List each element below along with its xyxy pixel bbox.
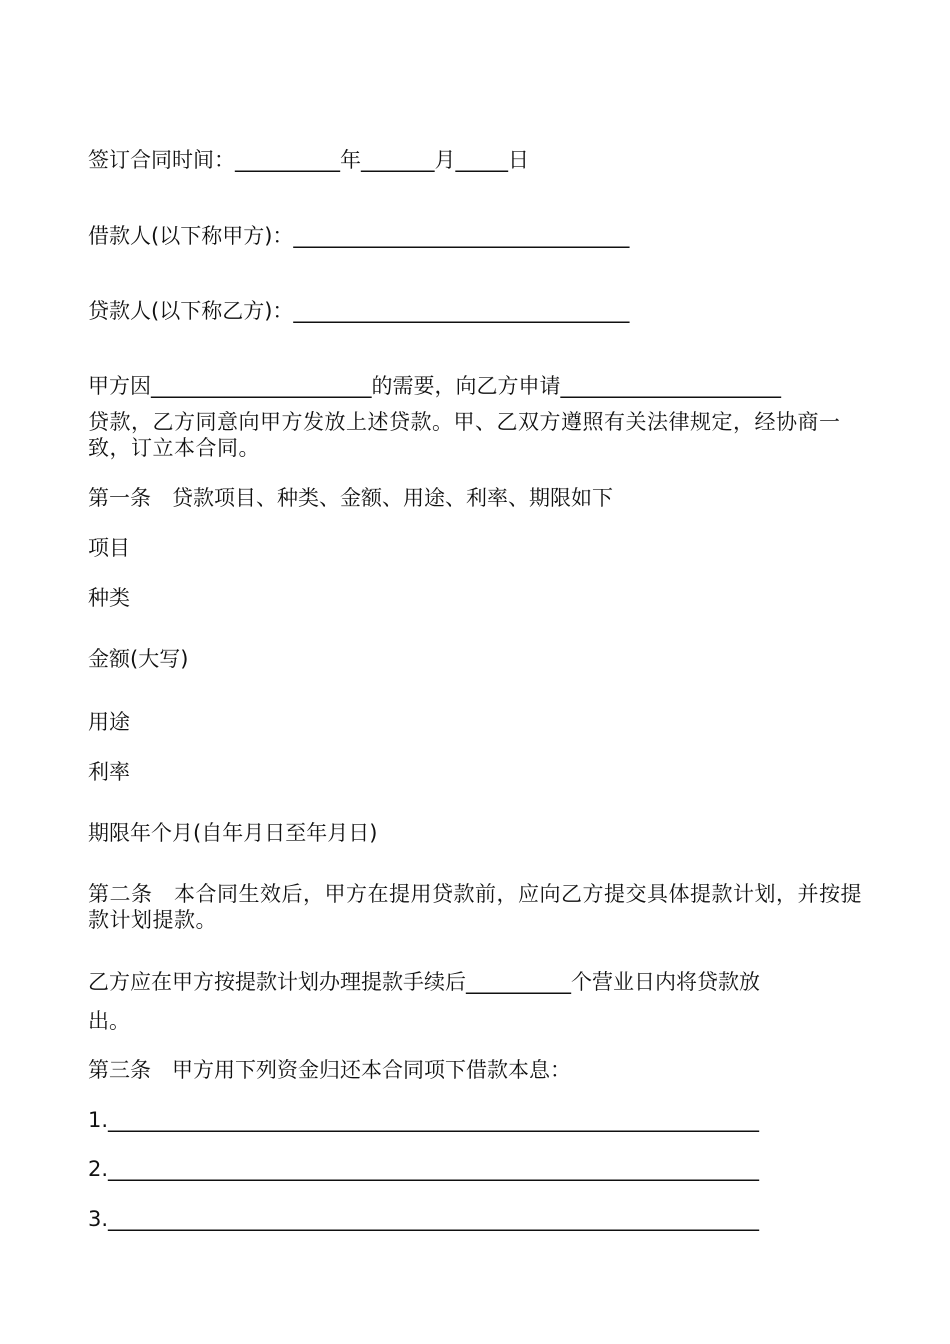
item-type: 种类 [88,586,130,610]
loan-purpose-line-2: 贷款，乙方同意向甲方发放上述贷款。甲、乙双方遵照有关法律规定，经协商一致，订立本合同。 [88,410,841,460]
borrower-line: 借款人(以下称甲方)：________________________________ [88,224,630,248]
repay-source-1: 1.______________________________________________________________ [88,1108,760,1132]
article-2-text: 第二条 本合同生效后，甲方在提用贷款前，应向乙方提交具体提款计划，并按提款计划提款。 [88,882,862,932]
item-project: 项目 [88,536,130,560]
repay-source-2: 2.______________________________________________________________ [88,1157,760,1181]
lender-line: 贷款人(以下称乙方)：________________________________ [88,299,630,323]
item-term: 期限年个月(自年月日至年月日) [88,821,378,845]
sign-date-line: 签订合同时间：__________年_______月_____日 [88,148,529,172]
article-3-heading: 第三条 甲方用下列资金归还本合同项下借款本息： [88,1058,571,1082]
article-1-heading: 第一条 贷款项目、种类、金额、用途、利率、期限如下 [88,486,613,510]
item-use: 用途 [88,710,130,734]
article-2-disbursement-line-2: 出。 [88,1009,130,1033]
loan-purpose-line-1: 甲方因_____________________的需要，向乙方申请_____________________ [88,374,781,398]
item-rate: 利率 [88,760,130,784]
item-amount: 金额(大写) [88,647,189,671]
article-2-disbursement-line-1: 乙方应在甲方按提款计划办理提款手续后__________个营业日内将贷款放 [88,970,760,994]
repay-source-3: 3.______________________________________________________________ [88,1207,760,1231]
